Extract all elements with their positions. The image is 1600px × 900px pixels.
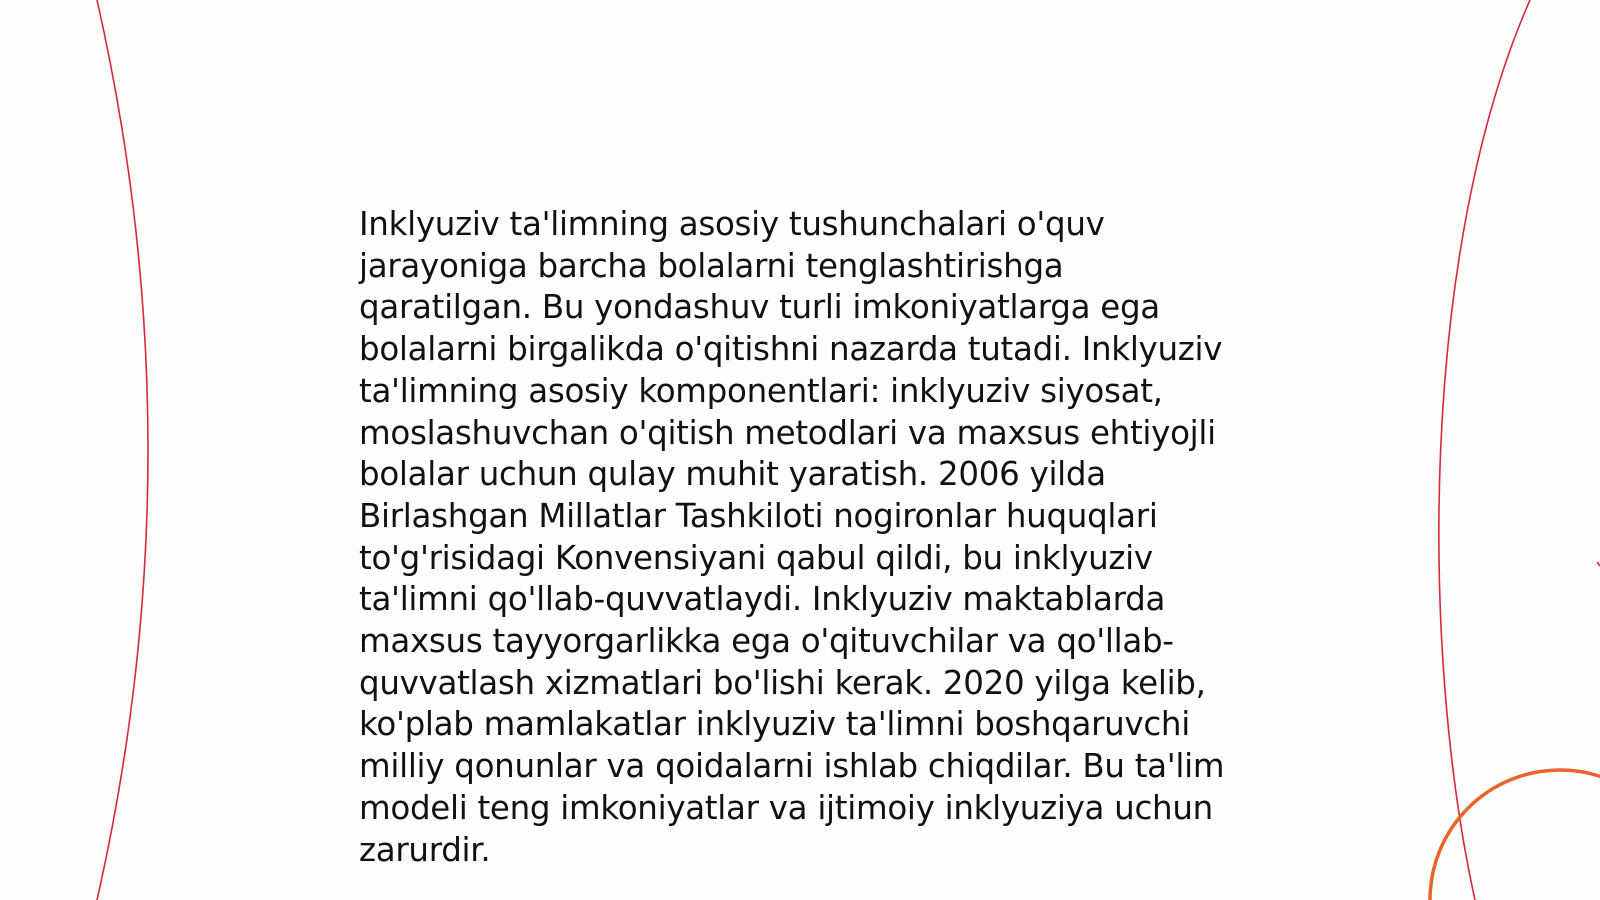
body-paragraph: Inklyuziv ta'limning asosiy tushunchalari o'quv jarayoniga barcha bolalarni tenglashtirishga qaratilgan. Bu yondashuv turli imkoniyatlarga ega bolalarni birgalikda o'qitishni nazarda tutadi. Inklyuziv ta'limning asosiy komponentlari: inklyuziv siyosat, moslashuvchan o'qitish metodlari va maxsus ehtiyojli bolalar uchun qulay muhit yaratish. 2006 yilda Birlashgan Millatlar Tashkiloti nogironlar huquqlari to'g'risidagi Konvensiyani qabul qildi, bu inklyuziv ta'limni qo'llab-quvvatlaydi. Inklyuziv maktablarda maxsus tayyorgarlikka ega o'qituvchilar va qo'llab-quvvatlash xizmatlari bo'lishi kerak. 2020 yilga kelib, ko'plab mamlakatlar inklyuziv ta'limni boshqaruvchi milliy qonunlar va qoidalarni ishlab chiqdilar. Bu ta'lim modeli teng imkoniyatlar va ijtimoiy inklyuziya uchun zarurdir. [359, 205, 1225, 869]
left-red-curve [97, 0, 148, 900]
right-red-curve [1439, 0, 1530, 900]
